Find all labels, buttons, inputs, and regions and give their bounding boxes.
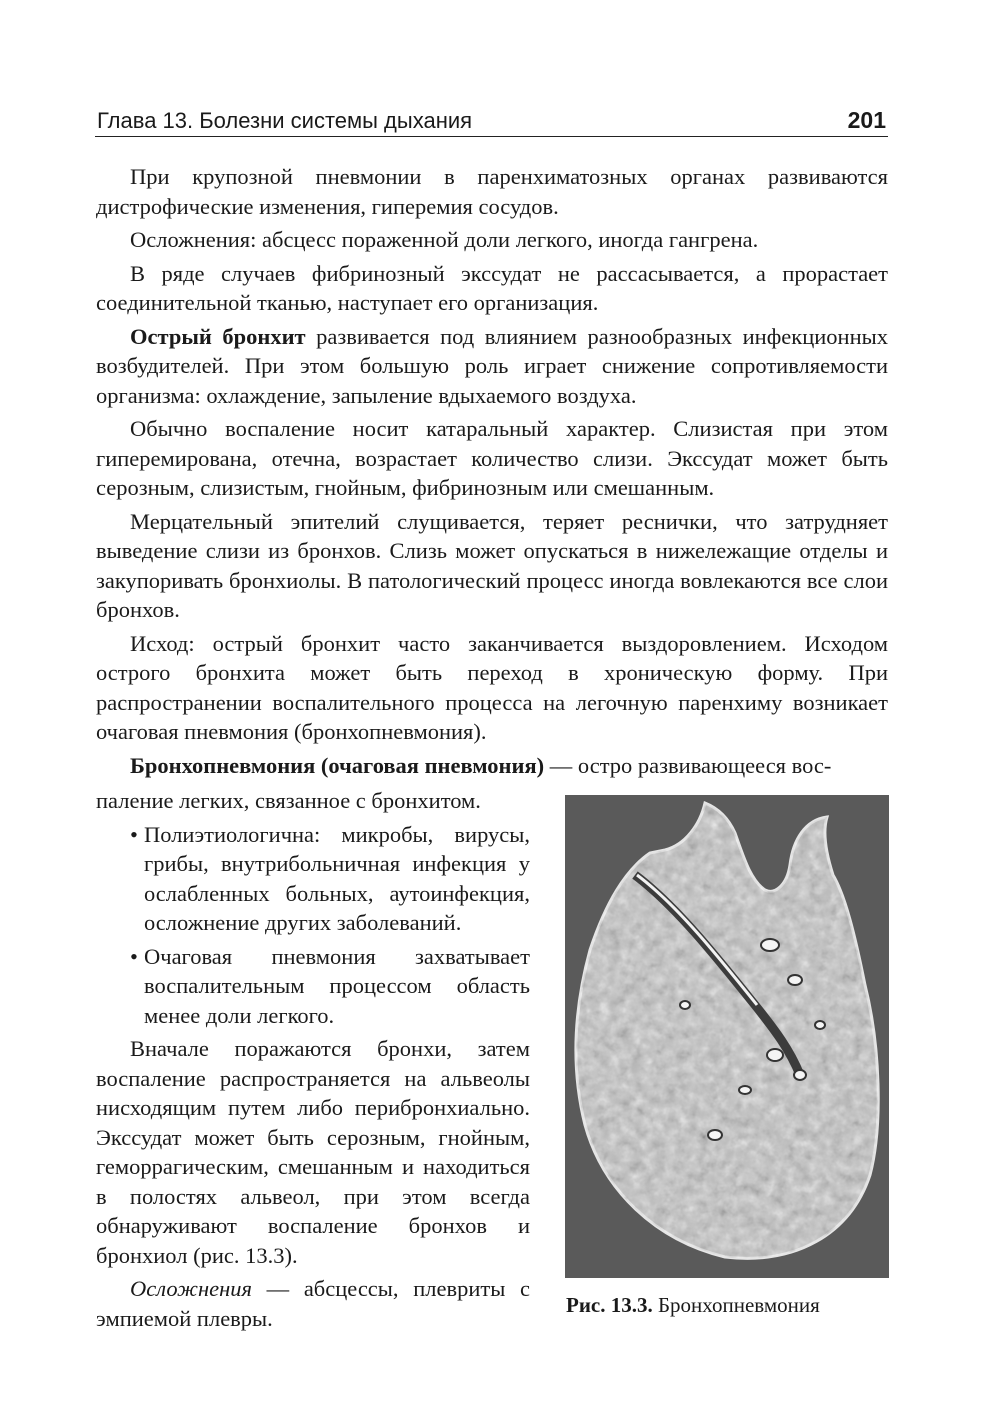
term-acute-bronchitis: Острый бронхит <box>130 323 306 349</box>
paragraph: Вначале поражаются бронхи, затем воспаление распространяется на альвеолы нисходящим путем либо перибронхиально. Экссудат может быть серозным, гнойным, геморрагическим, смешанным и находиться в полостях альвеол, при этом всегда обнаруживают воспаление бронхов и бронхиол (рис. 13.3). <box>96 1036 530 1268</box>
term-bronchopneumonia: Бронхопневмония (очаговая пневмония) <box>130 752 545 778</box>
paragraph: Осложнения: абсцесс пораженной доли легкого, иногда гангрена. <box>130 227 759 252</box>
bullet-list <box>96 820 530 1031</box>
lung-specimen-image <box>565 795 889 1278</box>
main-text <box>96 162 888 784</box>
paragraph-complications: Осложнения — абсцессы, плевриты с эмпиемой плевры. <box>96 1276 530 1331</box>
term-complications: Осложнения <box>130 1276 252 1301</box>
list-item: • Полиэтиологична: микробы, вирусы, грибы, внутрибольничная инфекция у ослабленных больных, аутоинфекция, осложнение других заболеваний. <box>130 821 530 935</box>
paragraph: Острый бронхит развивается под влиянием разнообразных инфекционных возбудителей. При этом большую роль играет снижение сопротивляемости организма: охлаждение, запыление вдыхаемого воздуха. <box>96 323 888 408</box>
bullet-icon: • <box>130 943 138 969</box>
paragraph-continuation: паление легких, связанное с бронхитом. <box>96 788 481 813</box>
lung-photo-figure <box>565 795 889 1278</box>
figure-caption <box>566 1293 820 1318</box>
paragraph: Мерцательный эпителий слущивается, теряет реснички, что затрудняет выведение слизи из бронхов. Слизь может опускаться в нижележащие отделы и закупоривать бронхиолы. В патологический процесс иногда вовлекаются все слои бронхов. <box>96 508 888 622</box>
page-number: 201 <box>847 107 886 133</box>
paragraph: Исход: острый бронхит часто заканчивается выздоровлением. Исходом острого бронхита может быть переход в хроническую форму. При распространении воспалительного процесса на легочную паренхиму возникает очаговая пневмония (бронхопневмония). <box>96 630 888 744</box>
paragraph: Обычно воспаление носит катаральный характер. Слизистая при этом гиперемирована, отечна, возрастает количество слизи. Экссудат может быть серозным, слизистым, гнойным, фибринозным или смешанным. <box>96 416 888 500</box>
paragraph: Бронхопневмония (очаговая пневмония) — остро развивающееся вос- <box>130 752 832 778</box>
paragraph: В ряде случаев фибринозный экссудат не рассасывается, а прорастает соединительной тканью, наступает его организация. <box>96 260 888 315</box>
bullet-icon: • <box>130 821 138 847</box>
running-header <box>95 106 888 137</box>
figure-label: Рис. 13.3. <box>566 1293 653 1317</box>
paragraph: При крупозной пневмонии в паренхиматозных органах развиваются дистрофические изменения, гиперемия сосудов. <box>96 164 888 219</box>
left-column <box>96 786 530 1337</box>
chapter-title: Глава 13. Болезни системы дыхания <box>97 108 473 133</box>
list-item: • Очаговая пневмония захватывает воспалительным процессом область менее доли легкого. <box>130 943 530 1028</box>
figure-caption-text: Бронхопневмония <box>652 1293 820 1317</box>
